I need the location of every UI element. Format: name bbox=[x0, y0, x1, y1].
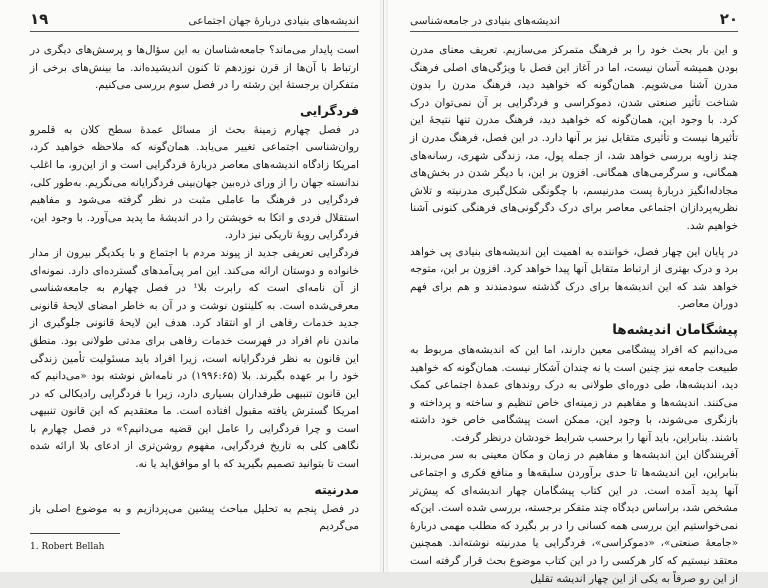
body-paragraph: می‌دانیم که افراد پیشگامی معین دارند، اما این که اندیشه‌های مربوط به طبیعت جامعه نیز چنین است یا نه چندان آشکار نیست. همان‌گونه که خواهید دید، اندیشه‌ها، طی دوره‌ای طولانی به درک روندهای عمدهٔ اجتماعی کمک می‌کنند. اندیشه‌ها و مفاهیم در زمینه‌ای خاص تنظیم و ساخته و پرداخته و بازنگری می‌شوند، با وجود این، ممکن است پیشگامی خاص خود داشته باشند. بنابراین، باید آنها را برحسب شرایط خودشان درنظر گرفت. bbox=[410, 343, 738, 444]
body-paragraph: در پایان این چهار فصل، خواننده به اهمیت این اندیشه‌های بنیادی پی خواهد برد و درک بهتری از ارتباط متقابل آنها پیدا خواهد کرد. افزون بر این، متوجه خواهد شد که این اندیشه‌ها برای درک گذشته سودمندند و هم برای فهم دوران معاصر. bbox=[410, 245, 738, 311]
section-heading: فردگرایی bbox=[299, 102, 359, 118]
page-number: ۱۹ bbox=[30, 10, 49, 28]
right-page-header bbox=[410, 10, 738, 32]
footnote: 1. Robert Bellah bbox=[30, 542, 105, 552]
body-paragraph: فردگرایی تعریفی جدید از پیوند مردم با اجتماع و با یکدیگر بیرون از مدار خانواده و دوستان ارائه می‌کند. این امر پی‌آمدهای گسترده‌ای دارد. نمونه‌ای از آن نامه‌ای است که رابرت بلا¹ در فصل چهارم به جامعه‌شناسی معرفی‌شده است. به کلینتون نوشت و در آن به خاطر امضای لایحهٔ قانونی جدید خدمات رفاهی از او انتقاد کرد. هدف این لایحهٔ قانونی جلوگیری از ماندن نام افراد در فهرست خدمات رفاهی برای مدتی طولانی بود. منطق این قانون به نظر فرد‌گرایانه است، زیرا افراد باید مسئولیت تأمین زندگی خود را بر عهده بگیرند. بلا (۱۹۹۶:۶۵) در نامه‌اش نوشته بود «می‌دانیم که این قانون تنبیهی طرفداران بسیاری دارد، زیرا با فردگرایی رادیکالی که در امریکا گسترش یافته مقبول افتاده است. ما معتقدیم که این قانون تنبیهی است و چرا فردگرایی را عامل این قضیه می‌دانیم؟» در فصل چهارم با نگاهی کلی به تاریخ فردگرایی، مفهوم روشن‌تری از ادعای بلا ارائه شده است تا بتوانید تصمیم بگیرید که با او موافق‌اید یا نه. bbox=[30, 246, 359, 471]
left-page-header bbox=[30, 10, 359, 32]
section-heading: پیشگامان اندیشه‌ها bbox=[612, 321, 738, 338]
body-paragraph: در فصل چهارم زمینهٔ بحث از مسائل عمدهٔ سطح کلان به قلمرو روان‌شناسی اجتماعی تغییر می‌یابد. همان‌گونه که ملاحظه خواهید کرد، امریکا زادگاه اندیشه‌های معاصر دربارهٔ فردگرایی است و از این‌رو، ما اغلب ندانسته جهان را از ورای ذره‌بین جهان‌بینی فردگرایانه می‌نگریم. به‌طور کلی، فردگرایی در فرهنگ ما عاملی مثبت در نظر گرفته می‌شود و مفاهیم استقلال فردی و اتکا به خویشتن را در اندیشهٔ ما پدید می‌آورد. با وجود این، فردگرایی رویهٔ تاریکی نیز دارد. bbox=[30, 123, 359, 242]
body-paragraph: آفرینندگان این اندیشه‌ها و مفاهیم در زمان و مکان معینی به سر می‌برند. بنابراین، این اندیشه‌ها تا حدی برآوردن سلیقه‌ها و منافع فکری و اجتماعی آنها پدید آمده است. در این کتاب پیشگامان چهار اندیشه‌ای که پیش‌تر مشخص شد، براساس دیدگاه چند متفکر برجسته، بررسی شده است. این‌که نمی‌خواستیم این بررسی همه کسانی را در بر بگیرد که مطلب مهمی دربارهٔ «جامعهٔ صنعتی»، «دموکراسی»، فردگرایی یا مدرنیته نوشته‌اند. همچنین معتقد نیستیم که کار هرکسی را در این کتاب موضوع بحث قرار گرفته است از این رو صرفاً به یکی از این چهار اندیشه تقلیل bbox=[410, 449, 738, 585]
body-paragraph: در فصل پنجم به تحلیل مباحث پیشین می‌پردازیم و به موضوع اصلی باز می‌گردیم bbox=[30, 502, 359, 533]
right-page bbox=[384, 0, 768, 585]
body-paragraph: است پایدار می‌ماند؟ جامعه‌شناسان به این سؤال‌ها و پرسش‌های دیگری در ارتباط با آن‌ها از قرن نوزدهم تا کنون اندیشیده‌اند. ما بینش‌های برخی از متفکران برجستهٔ این رشته را در فصل سوم بررسی می‌کنیم. bbox=[30, 44, 359, 92]
left-page bbox=[0, 0, 384, 572]
footnote-divider bbox=[30, 533, 120, 534]
page-number: ۲۰ bbox=[719, 10, 738, 28]
section-heading: مدرنیته bbox=[314, 481, 359, 497]
running-title: اندیشه‌های بنیادی در جامعه‌شناسی bbox=[410, 15, 561, 27]
body-paragraph: و این بار بحث خود را بر فرهنگ متمرکز می‌سازیم. تعریف معنای مدرن بودن همیشه آسان نیست، اما در آغاز این فصل با ویژگی‌های اصلی فرهنگ مدرن آشنا می‌شویم. همان‌گونه که خواهید دید، فرهنگ مدرن را بدون شناخت تأثیر صنعتی شدن، دموکراسی و فردگرایی بر آن نمی‌توان درک کرد. با وجود این، همان‌گونه که خواهید دید، فرهنگ مدرن تنها نتیجهٔ این تأثیرها نیست و تأثیری متقابل نیز بر آنها دارد. در این فصل، فرهنگ مدرن از چند زاویه بررسی خواهد شد، از جمله پول، مد، زندگی شهری، رسانه‌های همگانی، و سرگرمی‌های همگانی. افزون بر این، با دیگر شدن در بخش‌های مجادله‌انگیز دربارهٔ پست مدرنیسم، با چگونگی شکل‌گیری مدرنیته و تلاش نظریه‌پردازان اجتماعی معاصر برای درک دگرگونی‌های فرهنگی کنونی آشنا خواهیم شد. bbox=[410, 44, 738, 232]
running-title: اندیشه‌های بنیادی دربارهٔ جهان اجتماعی bbox=[188, 15, 359, 27]
